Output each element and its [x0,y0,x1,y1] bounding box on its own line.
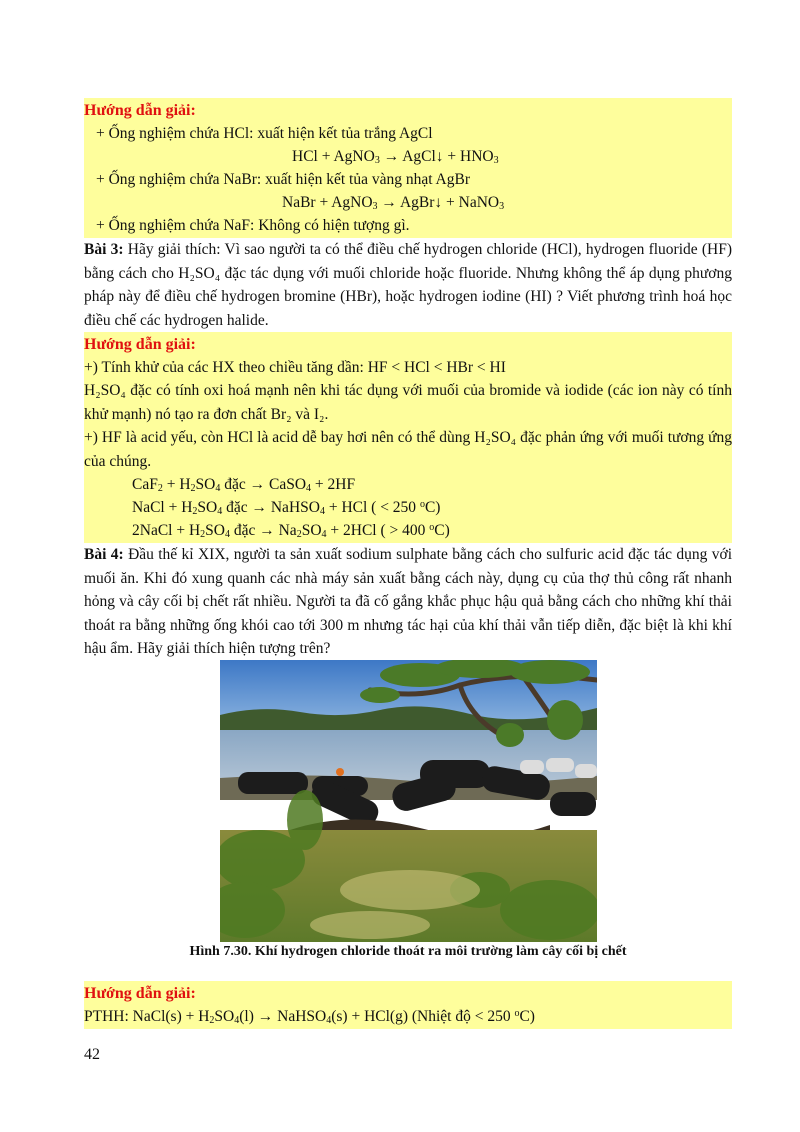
answer-line: + Ống nghiệm chứa NaF: Không có hiện tượng gì. [96,217,410,234]
answer-paragraph: H₂SO₄ đặc có tính oxi hoá mạnh nên khi tác dụng với muối của bromide và iodide (các ion này có tính khử mạnh) nó tạo ra đơn chất Br₂ và I₂. [84,382,732,423]
exercise-3 [84,238,732,332]
equation-nacl-low: NaCl + $H_2SO_4$ đặc → NaHSO$_4$ + HCl ( < 250 $^o$C) [132,499,441,517]
answer-block-1 [84,98,732,238]
answer-line: + Ống nghiệm chứa NaBr: xuất hiện kết tủa vàng nhạt AgBr [96,171,470,188]
exercise-label: Bài 3: [84,241,124,258]
figure-photo [220,660,597,942]
answer-line: +) Tính khử của các HX theo chiều tăng dần: HF < HCl < HBr < HI [84,359,506,376]
answer-heading: Hướng dẫn giải: [84,102,196,119]
answer-paragraph: +) HF là acid yếu, còn HCl là acid dễ bay hơi nên có thể dùng H₂SO₄ đặc phản ứng với muối tương ứng của chúng. [84,429,732,470]
equation-caf2: $CaF_2 + H_2SO_4$ đặc → CaSO$_4$ + 2HF [132,476,356,494]
answer-heading: Hướng dẫn giải: [84,985,196,1002]
answer-block-2 [84,332,732,543]
exercise-4 [84,543,732,661]
answer-block-3 [84,981,732,1029]
exercise-text: Hãy giải thích: Vì sao người ta có thể điều chế hydrogen chloride (HCl), hydrogen fluoride (HF) bằng cách cho H₂SO₄ đặc tác dụng với muối chloride hoặc fluoride. Nhưng không thể áp dụng phương pháp này để điều chế hydrogen bromine (HBr), hoặc hydrogen iodine (HI) ? Viết phương trình hoá học điều chế các hydrogen halide. [84,241,733,329]
equation-hcl-agno3: HCl + AgNO$_3$ → AgCl↓ + $HNO_3$ [292,148,499,166]
equation-nabr-agno3: NaBr + AgNO$_3$ → AgBr↓ + NaNO$_3$ [282,194,505,212]
page-content [84,98,732,661]
equation-nacl-high: 2NaCl + $H_2SO_4$ đặc → $Na_2SO_4 + 2HCl$ ( > 400 $^o$C) [132,522,450,540]
equation-pthh: PTHH: NaCl(s) + $H_2SO_4(l)$ → NaHSO$_4$(s) + HCl(g) (Nhiệt độ < 250 $^o$C) [84,1008,535,1026]
exercise-text: Đầu thế kỉ XIX, người ta sản xuất sodium sulphate bằng cách cho sulfuric acid đặc tác dụng với muối ăn. Khi đó xung quanh các nhà máy sản xuất bằng cách này, dụng cụ của thợ thủ công rất nhanh hỏng và cây cối bị chết rất nhiều. Người ta đã cố gắng khắc phục hậu quả bằng cách cho những khí thải thoát ra bằng những ống khói cao tới 300 m nhưng tác hại của khí thải vẫn tiếp diễn, đặc biệt là khi khí hậu ẩm. Hãy giải thích hiện tượng trên? [84,546,733,657]
figure-caption: Hình 7.30. Khí hydrogen chloride thoát ra môi trường làm cây cối bị chết [189,944,627,959]
answer-heading: Hướng dẫn giải: [84,336,196,353]
exercise-label: Bài 4: [84,546,124,563]
page-number: 42 [84,1046,100,1063]
answer-line: + Ống nghiệm chứa HCl: xuất hiện kết tủa trắng AgCl [96,125,433,142]
